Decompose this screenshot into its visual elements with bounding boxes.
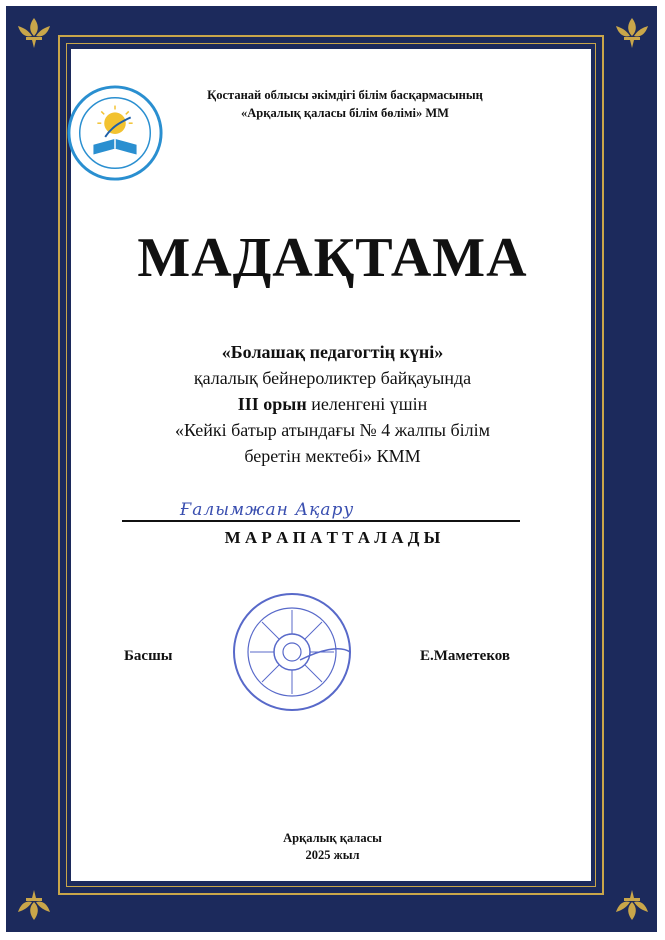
contest-description: қалалық бейнероликтер байқауында: [193, 368, 472, 388]
recipient-handwritten: Ғалымжан Ақару: [180, 500, 355, 520]
place-line: [0, 394, 665, 415]
signatory-name: Е.Маметеков: [420, 648, 510, 664]
education-department-logo: [66, 84, 164, 182]
school-name-line-2: беретін мектебі» КММ: [244, 446, 421, 466]
fleur-de-lis-icon: [14, 884, 54, 924]
school-name-line-1: «Кейкі батыр атындағы № 4 жалпы білім: [174, 420, 491, 440]
certificate-title: МАДАҚТАМА: [137, 227, 528, 289]
official-stamp-icon: [230, 590, 355, 715]
footer-year: 2025 жыл: [305, 848, 360, 862]
place-rest: иеленгені үшін: [306, 394, 428, 414]
event-name: «Болашақ педагогтің күні»: [221, 342, 444, 362]
header-line-1: Қостанай облысы әкімдігі білім басқармасының: [207, 88, 483, 102]
fleur-de-lis-icon: [14, 14, 54, 54]
awarded-text: М А Р А П А Т Т А Л А Д Ы: [224, 528, 441, 547]
recipient-underline: [122, 520, 520, 522]
fleur-de-lis-icon: [612, 884, 652, 924]
footer-city: Арқалық қаласы: [283, 831, 382, 845]
signatory-role: Басшы: [124, 648, 173, 664]
place-label: ІІІ орын: [237, 394, 307, 414]
fleur-de-lis-icon: [612, 14, 652, 54]
header-line-2: «Арқалық қаласы білім бөлімі» ММ: [241, 106, 449, 120]
